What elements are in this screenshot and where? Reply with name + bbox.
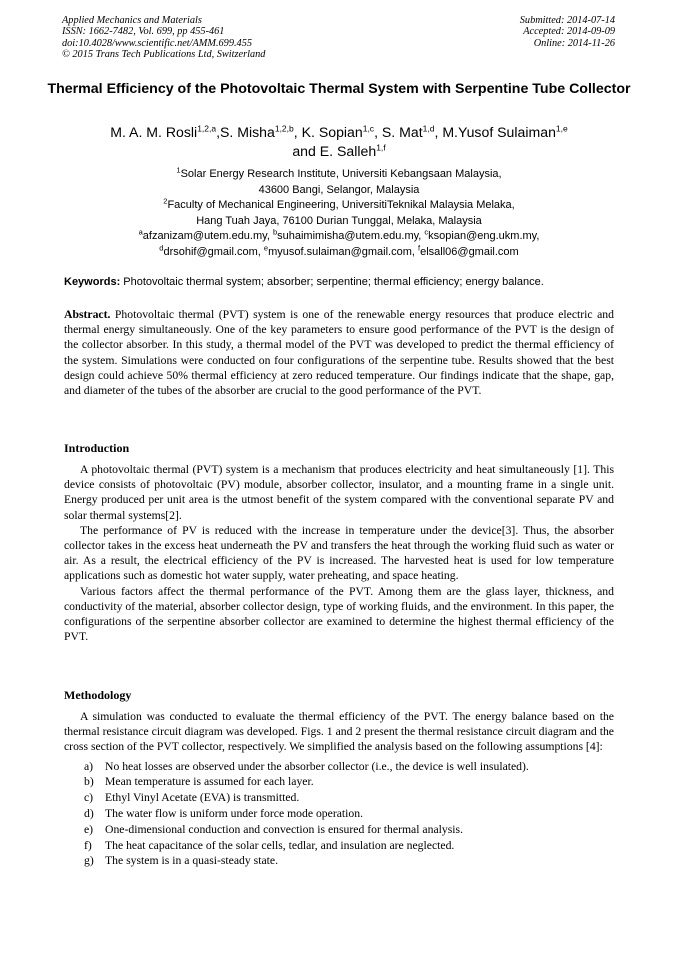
list-item-text: Ethyl Vinyl Acetate (EVA) is transmitted.: [105, 791, 300, 805]
affiliation-1-address: 43600 Bangi, Selangor, Malaysia: [258, 183, 420, 196]
author-separator: ,: [434, 124, 443, 140]
assumptions-list: [64, 759, 614, 870]
keywords-text: Photovoltaic thermal system; absorber; serpentine; thermal efficiency; energy balance.: [120, 276, 544, 288]
author-separator: ,: [293, 124, 302, 140]
introduction-section: [64, 441, 614, 644]
author-affil-sup: 1,2,a: [197, 123, 217, 134]
author-name: S. Mat: [381, 124, 423, 140]
list-item: [64, 774, 614, 790]
email-link[interactable]: drsohif@gmail.com,: [163, 245, 264, 258]
list-item-label: d): [84, 807, 94, 820]
email-link[interactable]: afzanizam@utem.edu.my,: [142, 230, 273, 242]
author-affil-sup: 1,e: [555, 123, 568, 134]
journal-doi: doi:10.4028/www.scientific.net/AMM.699.455: [62, 37, 252, 49]
author-name: K. Sopian: [301, 124, 363, 140]
emails-line-2: [40, 242, 638, 261]
affil-text: Faculty of Mechanical Engineering, UniversitiTeknikal Malaysia Melaka,: [167, 199, 515, 211]
list-item: [64, 822, 614, 838]
author-name: M. A. M. Rosli: [110, 124, 198, 140]
email-marker: d: [159, 242, 164, 252]
author-affil-sup: 1,d: [422, 123, 435, 134]
keywords-label: Keywords:: [64, 276, 121, 288]
keywords: [64, 275, 624, 290]
journal-info: [62, 15, 265, 60]
list-item-label: b): [84, 775, 94, 789]
email-marker: c: [424, 227, 429, 237]
journal-issn: ISSN: 1662-7482, Vol. 699, pp 455-461: [62, 26, 225, 38]
list-item-label: g): [84, 854, 94, 868]
list-item-text: One-dimensional conduction and convection is ensured for thermal analysis.: [105, 822, 463, 836]
list-item-text: Mean temperature is assumed for each layer.: [105, 775, 314, 789]
list-item-label: a): [84, 759, 94, 773]
email-link[interactable]: suhaimimisha@utem.edu.my,: [277, 230, 425, 242]
abstract-label: Abstract.: [64, 308, 111, 321]
list-item-text: The heat capacitance of the solar cells, tedlar, and insulation are neglected.: [105, 838, 455, 852]
list-item: [64, 838, 614, 854]
journal-name: Applied Mechanics and Materials: [62, 15, 202, 26]
email-marker: a: [138, 227, 143, 237]
abstract-text: Photovoltaic thermal (PVT) system is one of the renewable energy resources that produce electric and thermal energy simultaneously. One of the key parameters to ensure good performance of the PVT is the design of the collector absorber. In this study, a thermal model of the PVT was developed to predict the thermal efficiency of the system. Simulations were conducted on four configurations of the serpentine tube. Results showed that the best design could achieve 50% thermal efficiency at zero reduced temperature. Our findings indicate that the shape, gap, and diameter of the tubes of the absorber are crucial to the good performance of the PVT.: [64, 308, 614, 398]
abstract: [64, 307, 614, 398]
email-link[interactable]: elsall06@gmail.com: [420, 245, 519, 258]
introduction-heading: Introduction: [64, 441, 130, 455]
methodology-heading: Methodology: [64, 688, 132, 702]
author-name: S. Misha: [220, 124, 275, 140]
methodology-paragraph: A simulation was conducted to evaluate the thermal efficiency of the PVT. The energy balance based on the thermal resistance circuit diagram was developed. Figs. 1 and 2 present the thermal resistance circuit diagram and the cross section of the PVT collector, respectively. We simplified the analysis based on the following assumptions [4]:: [64, 710, 614, 754]
author-affil-sup: 1,c: [362, 123, 375, 134]
introduction-paragraph: Various factors affect the thermal performance of the PVT. Among them are the glass layer, thickness, and conductivity of the material, absorber collector design, type of working fluids, and the environment. In this paper, the configurations of the serpentine absorber collector are examined to determine the highest thermal efficiency of the PVT.: [64, 584, 614, 644]
author-separator: ,: [216, 124, 221, 140]
author-list: [40, 123, 638, 161]
affiliation-1: [40, 167, 638, 183]
email-marker: f: [418, 242, 421, 252]
author-affil-sup: 1,f: [376, 142, 386, 153]
accepted-date: Accepted: 2014-09-09: [523, 26, 615, 38]
journal-copyright: © 2015 Trans Tech Publications Ltd, Switzerland: [62, 48, 266, 60]
introduction-paragraph: The performance of PV is reduced with the increase in temperature under the device[3]. Thus, the absorber collector takes in the excess heat underneath the PV and transfers the heat through the working fluid such as water or air. As a result, the electrical efficiency of the PV is increased. The harvested heat is used for low temperature applications such as domestic hot water supply, water preheating, and space heating.: [64, 523, 614, 583]
affiliation-2-address: Hang Tuah Jaya, 76100 Durian Tunggal, Melaka, Malaysia: [196, 214, 482, 227]
affiliation-2: [40, 198, 638, 214]
email-link[interactable]: myusof.sulaiman@gmail.com,: [268, 245, 418, 258]
list-item-label: e): [84, 822, 94, 836]
email-marker: b: [272, 227, 278, 237]
list-item-text: The system is in a quasi-steady state.: [105, 854, 279, 868]
author-affil-sup: 1,2,b: [274, 123, 294, 134]
list-item: [64, 759, 614, 775]
author-name: and E. Salleh: [292, 143, 377, 159]
email-marker: e: [263, 242, 269, 252]
affiliations: [40, 167, 638, 260]
methodology-section: [64, 688, 614, 869]
author-separator: ,: [374, 124, 382, 140]
list-item-label: c): [84, 791, 94, 805]
paper-title: Thermal Efficiency of the Photovoltaic Thermal System with Serpentine Tube Collector: [47, 81, 631, 97]
list-item: [64, 853, 614, 869]
email-link[interactable]: ksopian@eng.ukm.my,: [428, 230, 540, 242]
list-item: [64, 790, 614, 806]
emails-line-1: [40, 229, 638, 245]
list-item: [64, 806, 614, 822]
introduction-paragraph: A photovoltaic thermal (PVT) system is a mechanism that produces electricity and heat simultaneously [1]. This device consists of photovoltaic (PV) module, absorber collector, insulator, and a mounting frame in a single unit. Energy produced per unit area is the utmost benefit of the system compared with the conventional separate PV and solar thermal systems[2].: [64, 463, 614, 522]
online-date: Online: 2014-11-26: [533, 37, 615, 49]
list-item-text: No heat losses are observed under the absorber collector (i.e., the device is well insulated).: [105, 759, 529, 773]
affil-number: 1: [176, 165, 181, 175]
affil-number: 2: [163, 196, 168, 206]
affil-text: Solar Energy Research Institute, Universiti Kebangsaan Malaysia,: [180, 168, 502, 180]
submission-dates: [520, 15, 615, 49]
list-item-label: f): [84, 838, 92, 852]
author-name: M.Yusof Sulaiman: [442, 124, 556, 140]
list-item-text: The water flow is uniform under force mode operation.: [105, 807, 364, 820]
submitted-date: Submitted: 2014-07-14: [519, 15, 615, 26]
